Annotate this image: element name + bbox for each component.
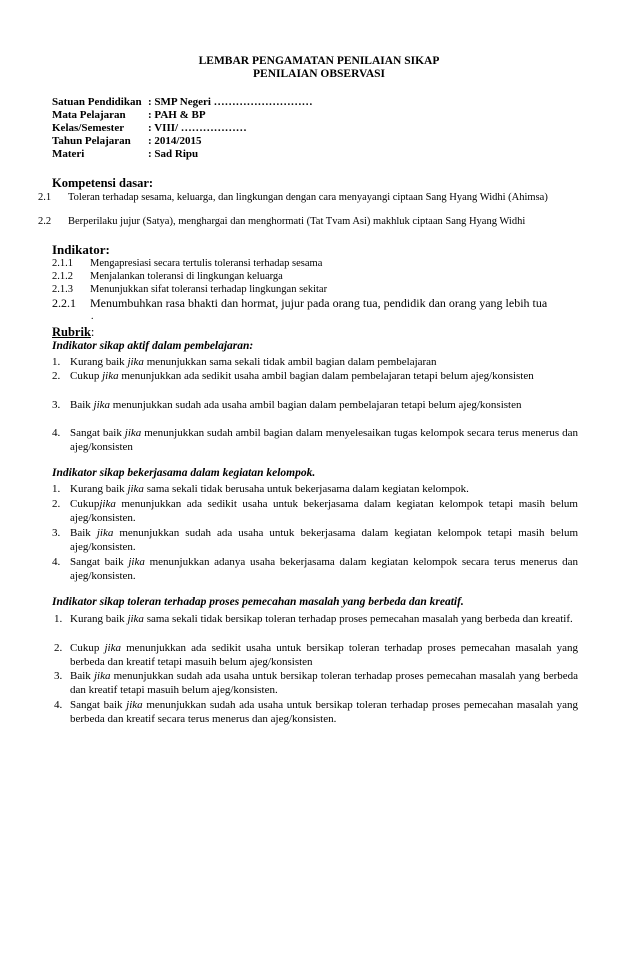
kompetensi-text: Toleran terhadap sesama, keluarga, dan lingkungan dengan cara menyayangi ciptaan Sang Hyang Widhi (Ahimsa) bbox=[68, 192, 548, 203]
item-number: 1. bbox=[52, 356, 61, 368]
indikator-heading: Indikator: bbox=[52, 242, 110, 257]
item-text: menunjukkan sudah ada usaha untuk bersikap toleran terhadap proses pemecahan masalah yang berbeda dan kreatif tetapi masuih belum ajeg/konsisten. bbox=[70, 670, 578, 696]
rubric-item bbox=[52, 641, 578, 669]
item-text: Sangat baik bbox=[70, 699, 127, 711]
item-emphasis: jika bbox=[102, 370, 119, 382]
item-number: 1. bbox=[52, 483, 61, 495]
indikator-text: Mengapresiasi secara tertulis toleransi terhadap sesama bbox=[90, 258, 323, 269]
document-subtitle: PENILAIAN OBSERVASI bbox=[253, 68, 385, 80]
item-text: Baik bbox=[70, 670, 94, 682]
section-title-toleran: Indikator sikap toleran terhadap proses pemecahan masalah yang berbeda dan kreatif. bbox=[52, 596, 464, 608]
item-text: menunjukkan ada sedikit usaha untuk bekerjasama dalam kegiatan kelompok tetapi masih belum ajeg/konsisten. bbox=[70, 498, 578, 524]
info-row bbox=[52, 96, 313, 109]
info-label: Kelas/Semester bbox=[52, 122, 125, 134]
item-emphasis: jika bbox=[128, 556, 145, 568]
info-label: Materi bbox=[52, 148, 85, 160]
item-text: menunjukkan ada sedikit usaha untuk bersikap toleran terhadap proses pemecahan masalah yang berbeda dan kreatif tetapi masuih belum ajeg/konsisten bbox=[70, 642, 578, 668]
item-text: Sangat baik bbox=[70, 556, 129, 568]
info-label: Mata Pelajaran bbox=[52, 109, 126, 121]
identity-table bbox=[52, 96, 313, 161]
section-title-aktif: Indikator sikap aktif dalam pembelajaran: bbox=[52, 340, 254, 352]
indikator-number: 2.2.1 bbox=[52, 296, 76, 310]
rubric-item bbox=[52, 369, 578, 383]
rubrik-colon: : bbox=[90, 325, 95, 339]
item-emphasis: jika bbox=[96, 527, 114, 539]
item-emphasis: jika bbox=[127, 356, 144, 368]
rubrik-heading bbox=[52, 325, 94, 340]
item-text: Cukup bbox=[70, 642, 105, 654]
indikator-number: 2.1.3 bbox=[52, 284, 73, 295]
item-text: menunjukkan adanya usaha bekerjasama dalam kegiatan kelompok secara terus menerus dan ajeg/konsisten. bbox=[70, 556, 578, 582]
item-text: Kurang baik bbox=[70, 356, 128, 368]
item-text: menunjukkan ada sedikit usaha ambil bagian dalam pembelajaran tetapi belum ajeg/konsisten bbox=[118, 370, 534, 382]
item-emphasis: jika bbox=[124, 427, 142, 439]
indikator-text: Menjalankan toleransi di lingkungan keluarga bbox=[90, 271, 283, 282]
item-text: menunjukkan sudah ada usaha untuk bersikap toleran terhadap proses pemecahan masalah yang berbeda dan kreatif secara terus menerus dan ajeg/konsisten. bbox=[70, 699, 578, 725]
item-number: 4. bbox=[52, 556, 61, 568]
info-value: : 2014/2015 bbox=[148, 135, 202, 147]
indikator-text: Menunjukkan sifat toleransi terhadap lingkungan sekitar bbox=[90, 284, 328, 295]
item-text: Cukup bbox=[70, 370, 103, 382]
item-text: Cukup bbox=[70, 498, 100, 510]
item-text: Kurang baik bbox=[70, 483, 128, 495]
item-text: menunjukkan sudah ada usaha ambil bagian dalam pembelajaran tetapi belum ajeg/konsisten bbox=[110, 399, 522, 411]
item-number: 4. bbox=[52, 427, 61, 439]
item-number: 2. bbox=[52, 498, 61, 510]
item-emphasis: jika bbox=[93, 670, 111, 682]
item-text: menunjukkan sudah ada usaha untuk bekerjasama dalam kegiatan kelompok tetapi masih belum ajeg/konsisten. bbox=[70, 527, 578, 553]
item-emphasis: jika bbox=[126, 699, 143, 711]
item-number: 2. bbox=[54, 642, 63, 654]
kompetensi-number: 2.1 bbox=[38, 192, 52, 203]
item-text: Kurang baik bbox=[70, 613, 128, 625]
kompetensi-number: 2.2 bbox=[38, 216, 52, 227]
item-text: menunjukkan sama sekali tidak ambil bagian dalam pembelajaran bbox=[143, 356, 437, 368]
item-number: 4. bbox=[54, 699, 63, 711]
item-emphasis: jika bbox=[99, 498, 116, 510]
indikator-text: Menumbuhkan rasa bhakti dan hormat, jujur pada orang tua, pendidik dan orang yang lebih tua bbox=[90, 296, 548, 310]
kompetensi-heading: Kompetensi dasar: bbox=[52, 176, 154, 190]
section-title-bekerjasama: Indikator sikap bekerjasama dalam kegiatan kelompok. bbox=[52, 467, 316, 479]
item-number: 2. bbox=[52, 370, 61, 382]
info-value: : VIII/ ……………… bbox=[148, 122, 247, 134]
item-number: 3. bbox=[54, 670, 63, 682]
item-emphasis: jika bbox=[127, 613, 144, 625]
item-emphasis: jika bbox=[93, 399, 111, 411]
indikator-number: 2.1.2 bbox=[52, 271, 73, 282]
trailing-dot: . bbox=[91, 311, 94, 322]
document-title: LEMBAR PENGAMATAN PENILAIAN SIKAP bbox=[198, 55, 440, 67]
indikator-number: 2.1.1 bbox=[52, 258, 73, 269]
info-label: Tahun Pelajaran bbox=[52, 135, 131, 147]
rubric-item bbox=[52, 555, 578, 583]
rubric-item bbox=[52, 497, 578, 525]
info-value: : PAH & BP bbox=[148, 109, 206, 121]
rubric-item bbox=[52, 669, 578, 697]
item-emphasis: jika bbox=[104, 642, 121, 654]
info-row bbox=[52, 122, 313, 135]
item-text: sama sekali tidak bersikap toleran terhadap proses pemecahan masalah yang berbeda dan kreatif. bbox=[143, 613, 573, 625]
rubric-item bbox=[52, 398, 578, 412]
info-row bbox=[52, 135, 313, 148]
item-emphasis: jika bbox=[127, 483, 144, 495]
rubric-item bbox=[52, 426, 578, 454]
rubric-item bbox=[52, 482, 578, 496]
info-row bbox=[52, 109, 313, 122]
item-text: Sangat baik bbox=[70, 427, 125, 439]
rubric-item bbox=[52, 355, 578, 369]
item-number: 1. bbox=[54, 613, 63, 625]
item-text: Baik bbox=[70, 399, 94, 411]
item-text: sama sekali tidak berusaha untuk bekerjasama dalam kegiatan kelompok. bbox=[143, 483, 469, 495]
item-number: 3. bbox=[52, 399, 61, 411]
rubric-item bbox=[52, 612, 578, 626]
info-label: Satuan Pendidikan bbox=[52, 96, 142, 108]
info-value: : Sad Ripu bbox=[148, 148, 199, 160]
rubric-item bbox=[52, 526, 578, 554]
item-text: menunjukkan sudah ambil bagian dalam menyelesaikan tugas kelompok secara terus menerus dan ajeg/konsisten bbox=[70, 427, 578, 453]
rubric-item bbox=[52, 698, 578, 726]
info-value: : SMP Negeri ……………………… bbox=[148, 96, 313, 108]
item-text: Baik bbox=[70, 527, 97, 539]
rubrik-label: Rubrik bbox=[52, 325, 91, 339]
info-row bbox=[52, 148, 313, 161]
kompetensi-text: Berperilaku jujur (Satya), menghargai dan menghormati (Tat Tvam Asi) makhluk ciptaan Sang Hyang Widhi bbox=[68, 216, 526, 227]
item-number: 3. bbox=[52, 527, 61, 539]
